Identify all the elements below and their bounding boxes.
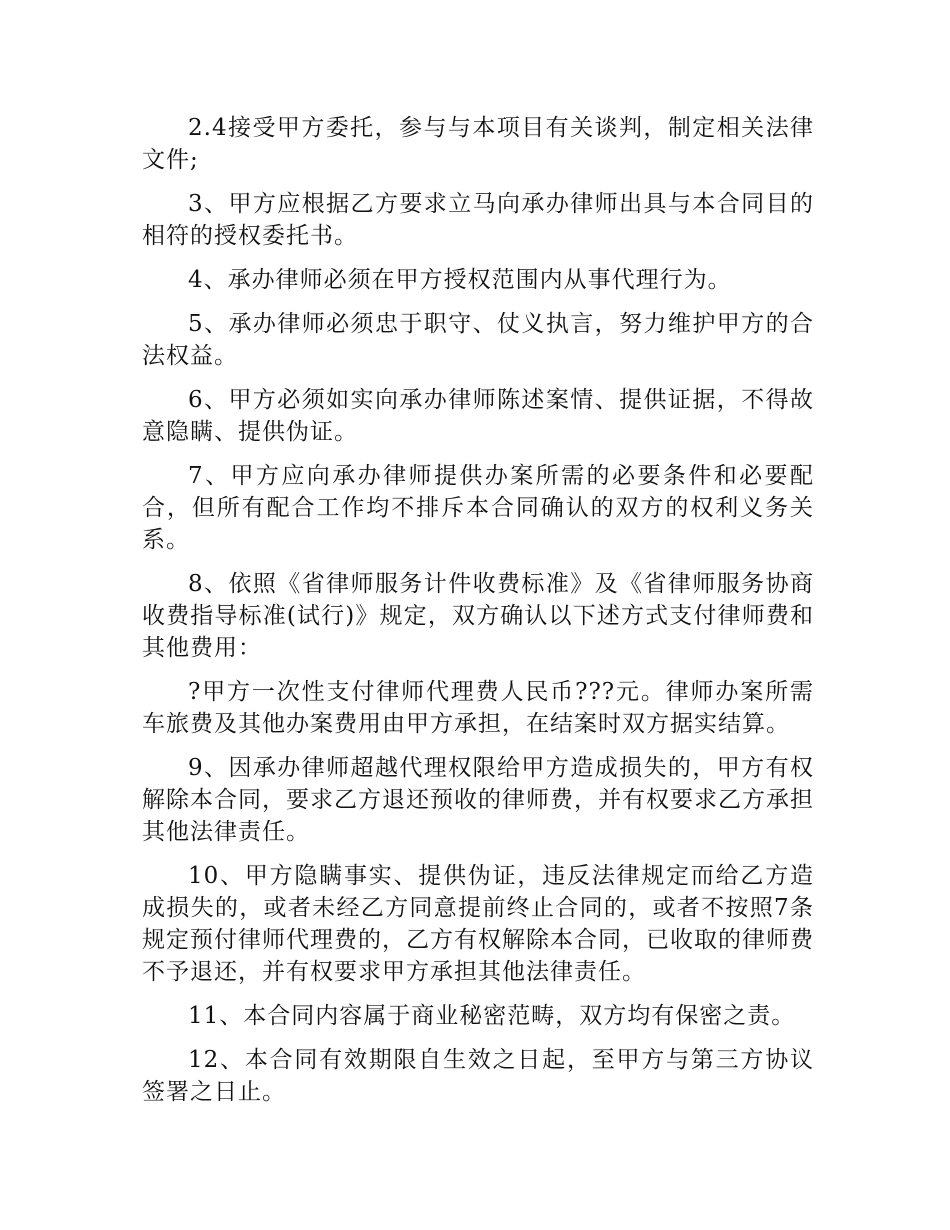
paragraph-2-4: 2.4接受甲方委托，参与与本项目有关谈判，制定相关法律文件; [142, 115, 814, 173]
paragraph-10: 10、甲方隐瞒事实、提供伪证，违反法律规定而给乙方造成损失的，或者未经乙方同意提前终止合同的，或者不按照7条规定预付律师代理费的，乙方有权解除本合同，已收取的律师费不予退还，并有权要求甲方承担其他法律责任。 [142, 863, 814, 985]
paragraph-7: 7、甲方应向承办律师提供办案所需的必要条件和必要配合，但所有配合工作均不排斥本合同确认的双方的权利义务关系。 [142, 463, 814, 553]
paragraph-11: 11、本合同内容属于商业秘密范畴，双方均有保密之责。 [188, 1003, 796, 1029]
paragraph-12: 12、本合同有效期限自生效之日起，至甲方与第三方协议签署之日止。 [142, 1047, 814, 1105]
paragraph-9: 9、因承办律师超越代理权限给甲方造成损失的，甲方有权解除本合同，要求乙方退还预收的律师费，并有权要求乙方承担其他法律责任。 [142, 755, 814, 845]
paragraph-4: 4、承办律师必须在甲方授权范围内从事代理行为。 [188, 267, 732, 293]
paragraph-fee: ?甲方一次性支付律师代理费人民币???元。律师办案所需车旅费及其他办案费用由甲方承担，在结案时双方据实结算。 [142, 679, 814, 737]
paragraph-8: 8、依照《省律师服务计件收费标准》及《省律师服务协商收费指导标准(试行)》规定，双方确认以下述方式支付律师费和其他费用： [142, 571, 814, 661]
paragraph-3: 3、甲方应根据乙方要求立马向承办律师出具与本合同目的相符的授权委托书。 [142, 191, 814, 249]
paragraph-6: 6、甲方必须如实向承办律师陈述案情、提供证据，不得故意隐瞒、提供伪证。 [142, 387, 814, 445]
paragraph-5: 5、承办律师必须忠于职守、仗义执言，努力维护甲方的合法权益。 [142, 311, 814, 369]
document-page [142, 112, 814, 1120]
